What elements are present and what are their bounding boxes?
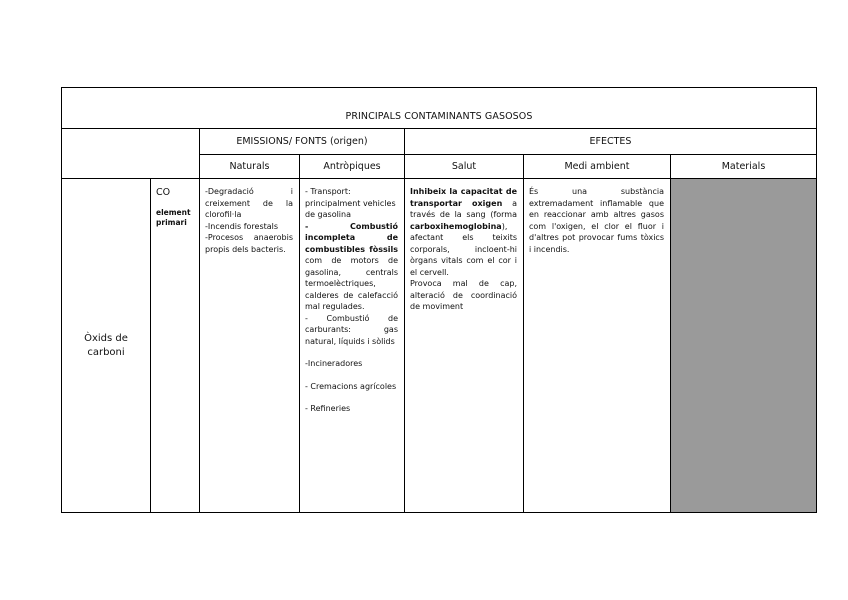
header-materials: Materials	[671, 155, 817, 179]
header-naturals: Naturals	[200, 155, 300, 179]
medi-ambient-text: És una substància extremadament inflamable que en reaccionar amb altres gasos com l'oxigen, el clor el fluor i d'altres pot provocar fums tòxics i incendis.	[529, 187, 664, 254]
naturals-item: -Incendis forestals	[205, 221, 279, 231]
antropiques-cell	[300, 179, 405, 513]
pollutant-name	[62, 179, 151, 513]
antropiques-combustio	[305, 221, 398, 313]
salut-paragraph	[410, 186, 517, 278]
antropiques-cremacions: - Cremacions agrícoles	[305, 381, 397, 391]
naturals-item: -Degradació i creixement de la clorofil·la	[205, 187, 293, 219]
medi-ambient-cell	[524, 179, 671, 513]
pollutant-formula: CO	[156, 187, 171, 198]
header-antropiques: Antròpiques	[300, 155, 405, 179]
antropiques-transport: - Transport: principalment vehicles de gasolina	[305, 187, 396, 219]
antropiques-incineradores: -Incineradores	[305, 359, 363, 368]
antropiques-combustio-rest: com de motors de gasolina, centrals termoelèctriques, calderes de calefacció mal regulades.	[305, 256, 398, 311]
salut-cell	[405, 179, 524, 513]
antropiques-carburants: - Combustió de carburants: gas natural, líquids i sòlids	[305, 313, 398, 346]
salut-text2: ), afectant els teixits corporals, incloent-hi òrgans vitals com el cor i el cervell.	[410, 221, 517, 277]
header-salut: Salut	[405, 155, 524, 179]
contaminants-table	[61, 87, 817, 513]
pollutant-formula-cell	[151, 179, 200, 513]
antropiques-refineries: - Refineries	[305, 404, 351, 413]
header-medi-ambient: Medi ambient	[524, 155, 671, 179]
pollutant-name-line1: Òxids de	[84, 332, 128, 344]
antropiques-combustio-bold: - Combustió incompleta de combustibles fòssils	[305, 221, 398, 254]
salut-line2: Provoca mal de cap, alteració de coordinació de moviment	[410, 279, 517, 311]
naturals-cell	[200, 179, 300, 513]
formula-note-line2: primari	[156, 218, 187, 227]
header-effects: EFECTES	[405, 129, 817, 155]
salut-bold1: Inhibeix la capacitat de transportar oxigen	[410, 187, 517, 208]
naturals-item: -Procesos anaerobis propis dels bacteris.	[205, 233, 293, 254]
table-title: PRINCIPALS CONTAMINANTS GASOSOS	[345, 111, 533, 122]
materials-cell	[671, 179, 817, 513]
salut-text1: a través de la sang (forma	[410, 198, 517, 219]
salut-bold2: carboxihemoglobina	[410, 221, 502, 231]
table-title-cell	[62, 88, 817, 129]
table-row	[62, 179, 817, 513]
pollutant-name-line2: carboni	[87, 346, 125, 358]
formula-note-line1: element	[156, 208, 191, 217]
header-emissions: EMISSIONS/ FONTS (origen)	[200, 129, 405, 155]
header-empty-cell	[62, 129, 200, 179]
